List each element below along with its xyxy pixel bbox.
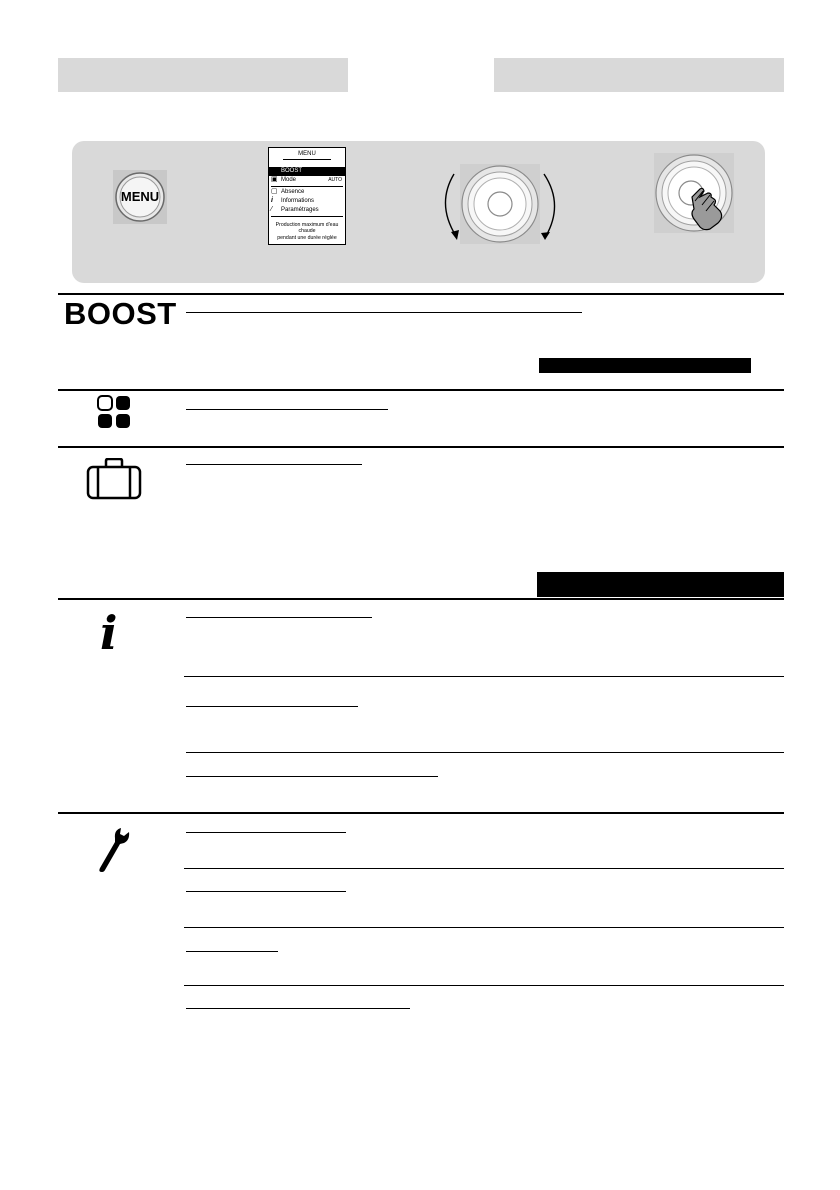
wrench-icon — [96, 826, 132, 874]
display-divider — [271, 186, 343, 187]
section-divider — [58, 293, 784, 295]
settings-heading-underline-2 — [186, 891, 346, 892]
subsection-divider — [184, 927, 784, 928]
boost-section-title: BOOST — [64, 296, 177, 331]
info-icon: i — [271, 197, 273, 204]
menu-button[interactable] — [113, 170, 167, 224]
menu-button-label: MENU — [120, 189, 160, 204]
settings-heading-underline-3 — [186, 951, 278, 952]
menu-display-screen — [268, 147, 346, 245]
section-divider — [58, 389, 784, 391]
display-footer — [269, 222, 345, 242]
display-title: MENU — [298, 151, 316, 157]
press-hand-icon — [654, 153, 734, 233]
display-item-mode[interactable] — [269, 176, 345, 185]
suitcase-icon: ▢ — [271, 188, 278, 195]
mode-icon — [96, 394, 132, 430]
header-bar-left — [58, 58, 348, 92]
display-item-label: Mode — [281, 177, 297, 183]
display-item-label: BOOST — [281, 168, 303, 174]
subsection-divider — [184, 676, 784, 677]
display-item-label: Informations — [281, 198, 315, 204]
display-item-absence[interactable] — [269, 188, 345, 197]
info-heading-underline-2 — [186, 706, 358, 707]
section-divider — [58, 812, 784, 814]
subsection-divider — [184, 985, 784, 986]
settings-heading-underline-1 — [186, 832, 346, 833]
display-item-value: AUTO — [328, 177, 342, 183]
subsection-divider — [184, 868, 784, 869]
section-divider — [58, 446, 784, 448]
boost-highlight-bar — [539, 358, 751, 373]
subsection-divider — [186, 752, 784, 753]
header-bar-right — [494, 58, 784, 92]
mode-heading-underline — [186, 409, 388, 410]
absence-heading-underline — [186, 464, 362, 465]
info-icon: i — [100, 606, 118, 660]
rotary-knob-press[interactable] — [654, 153, 734, 233]
section-divider — [58, 598, 784, 600]
display-item-label: Paramétrages — [281, 207, 319, 213]
wrench-icon: ⁄ — [271, 206, 273, 213]
display-footer-line2: pendant une durée réglée — [277, 234, 337, 241]
info-heading-underline-3 — [186, 776, 438, 777]
display-item-boost[interactable] — [269, 167, 345, 176]
display-item-label: Absence — [281, 189, 305, 195]
info-heading-underline-1 — [186, 617, 372, 618]
display-item-parametrages[interactable] — [269, 206, 345, 215]
display-item-informations[interactable] — [269, 197, 345, 206]
mode-icon: ▣ — [271, 176, 278, 183]
rotate-arrows-icon — [440, 162, 560, 246]
display-divider — [271, 216, 343, 217]
absence-highlight-bar — [537, 572, 784, 597]
suitcase-icon — [86, 458, 142, 500]
rotary-knob-rotate[interactable] — [440, 162, 560, 246]
boost-heading-underline — [186, 312, 582, 313]
settings-heading-underline-4 — [186, 1008, 410, 1009]
display-footer-line1: Production maximum d'eau chaude — [275, 221, 339, 234]
